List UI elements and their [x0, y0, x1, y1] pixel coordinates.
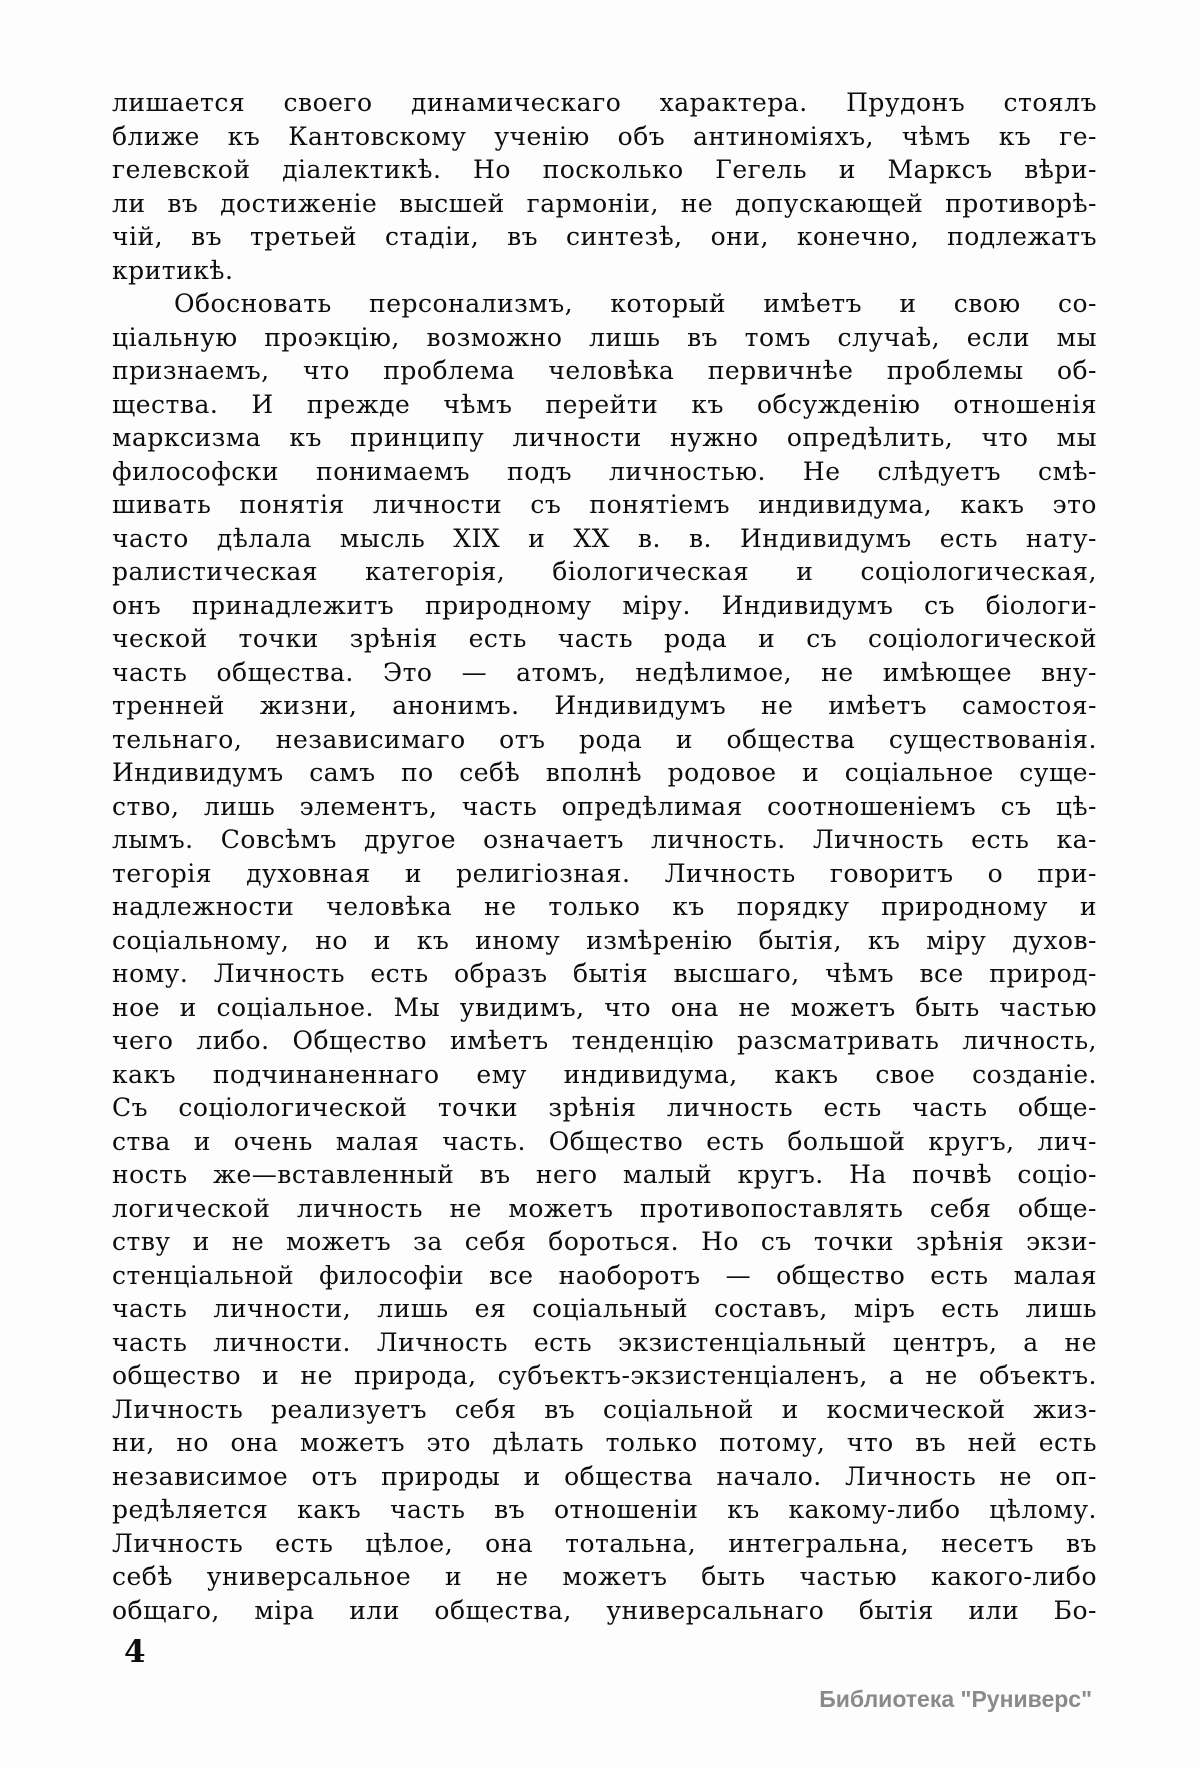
text-line: часть общества. Это — атомъ, недѣлимое, не имѣющее вну- [112, 657, 1097, 687]
text-line: стенціальной философіи все наоборотъ — общество есть малая [112, 1260, 1097, 1290]
text-line: онъ принадлежитъ природному міру. Индивидумъ съ біологи- [112, 590, 1097, 620]
text-line: ность же—вставленный въ него малый кругъ. На почвѣ соціо- [112, 1160, 1097, 1189]
text-line: ству и не можетъ за себя бороться. Но съ точки зрѣнія экзи- [112, 1227, 1097, 1256]
text-line: ли въ достиженіе высшей гармоніи, не допускающей противорѣ- [112, 188, 1097, 218]
text-line: щества. И прежде чѣмъ перейти къ обсужденію отношенія [112, 389, 1097, 419]
watermark: Библиотека "Руниверс" [819, 1686, 1092, 1712]
text-line: часть личности, лишь ея соціальный составъ, міръ есть лишь [112, 1294, 1097, 1323]
text-line: признаемъ, что проблема человѣка первичнѣе проблемы об- [112, 356, 1097, 385]
text-line: общество и не природа, субъектъ-экзистенціаленъ, а не объектъ. [112, 1361, 1097, 1390]
text-line: редѣляется какъ часть въ отношеніи къ какому-либо цѣлому. [112, 1495, 1097, 1524]
text-line: независимое отъ природы и общества начало. Личность не оп- [112, 1461, 1097, 1491]
text-line: шивать понятія личности съ понятіемъ индивидума, какъ это [112, 490, 1097, 519]
text-line: логической личность не можетъ противопоставлять себя обще- [112, 1193, 1097, 1223]
text-line: Индивидумъ самъ по себѣ вполнѣ родовое и соціальное суще- [112, 758, 1097, 787]
text-line: ческой точки зрѣнія есть часть рода и съ соціологической [112, 624, 1097, 653]
text-line: ни, но она можетъ это дѣлать только потому, что въ ней есть [112, 1428, 1097, 1457]
text-line: чего либо. Общество имѣетъ тенденцію разсматривать личность, [112, 1026, 1097, 1055]
text-line: ралистическая категорія, біологическая и соціологическая, [112, 557, 1097, 586]
text-line: Съ соціологической точки зрѣнія личность есть часть обще- [112, 1093, 1097, 1122]
text-line: Личность есть цѣлое, она тотальна, интегральна, несетъ въ [112, 1528, 1097, 1558]
text-line: ціальную проэкцію, возможно лишь въ томъ случаѣ, если мы [112, 322, 1097, 352]
text-line: общаго, міра или общества, универсальнаго бытія или Бо- [112, 1595, 1097, 1625]
text-line: часть личности. Личность есть экзистенціальный центръ, а не [112, 1327, 1097, 1357]
text-line: Личность реализуетъ себя въ соціальной и космической жиз- [112, 1394, 1097, 1424]
text-line: соціальному, но и къ иному измѣренію бытія, къ міру духов- [112, 925, 1097, 955]
text-line: какъ подчинаненнаго ему индивидума, какъ свое созданіе. [112, 1059, 1097, 1089]
text-line: марксизма къ принципу личности нужно опредѣлить, что мы [112, 423, 1097, 452]
text-line: лишается своего динамическаго характера. Прудонъ стоялъ [112, 88, 1097, 117]
page-number: 4 [124, 1634, 146, 1670]
text-line: ство, лишь элементъ, часть опредѣлимая соотношеніемъ съ цѣ- [112, 791, 1097, 821]
text-line: себѣ универсальное и не можетъ быть частью какого-либо [112, 1562, 1097, 1591]
body-text [112, 86, 1097, 1627]
text-line: лымъ. Совсѣмъ другое означаетъ личность. Личность есть ка- [112, 825, 1097, 854]
text-line: тегорія духовная и религіозная. Личность говоритъ о при- [112, 858, 1097, 888]
text-line: гелевской діалектикѣ. Но посколько Гегель и Марксъ вѣри- [112, 155, 1097, 184]
text-line: ному. Личность есть образъ бытія высшаго, чѣмъ все природ- [112, 959, 1097, 988]
text-line: ства и очень малая часть. Общество есть большой кругъ, лич- [112, 1126, 1097, 1156]
text-line: тренней жизни, анонимъ. Индивидумъ не имѣетъ самостоя- [112, 691, 1097, 720]
text-line: часто дѣлала мысль XIX и XX в. в. Индивидумъ есть нату- [112, 523, 1097, 553]
text-line: ближе къ Кантовскому ученію объ антиноміяхъ, чѣмъ къ ге- [112, 121, 1097, 151]
text-line: ное и соціальное. Мы увидимъ, что она не можетъ быть частью [112, 992, 1097, 1022]
text-line: критикѣ. [112, 255, 234, 285]
text-line: тельнаго, независимаго отъ рода и общества существованія. [112, 724, 1097, 754]
text-line: Обосновать персонализмъ, который имѣетъ и свою со- [174, 289, 1097, 318]
text-line: философски понимаемъ подъ личностью. Не слѣдуетъ смѣ- [112, 456, 1097, 486]
text-line: чій, въ третьей стадіи, въ синтезѣ, они, конечно, подлежатъ [112, 222, 1097, 251]
text-line: надлежности человѣка не только къ порядку природному и [112, 892, 1097, 921]
